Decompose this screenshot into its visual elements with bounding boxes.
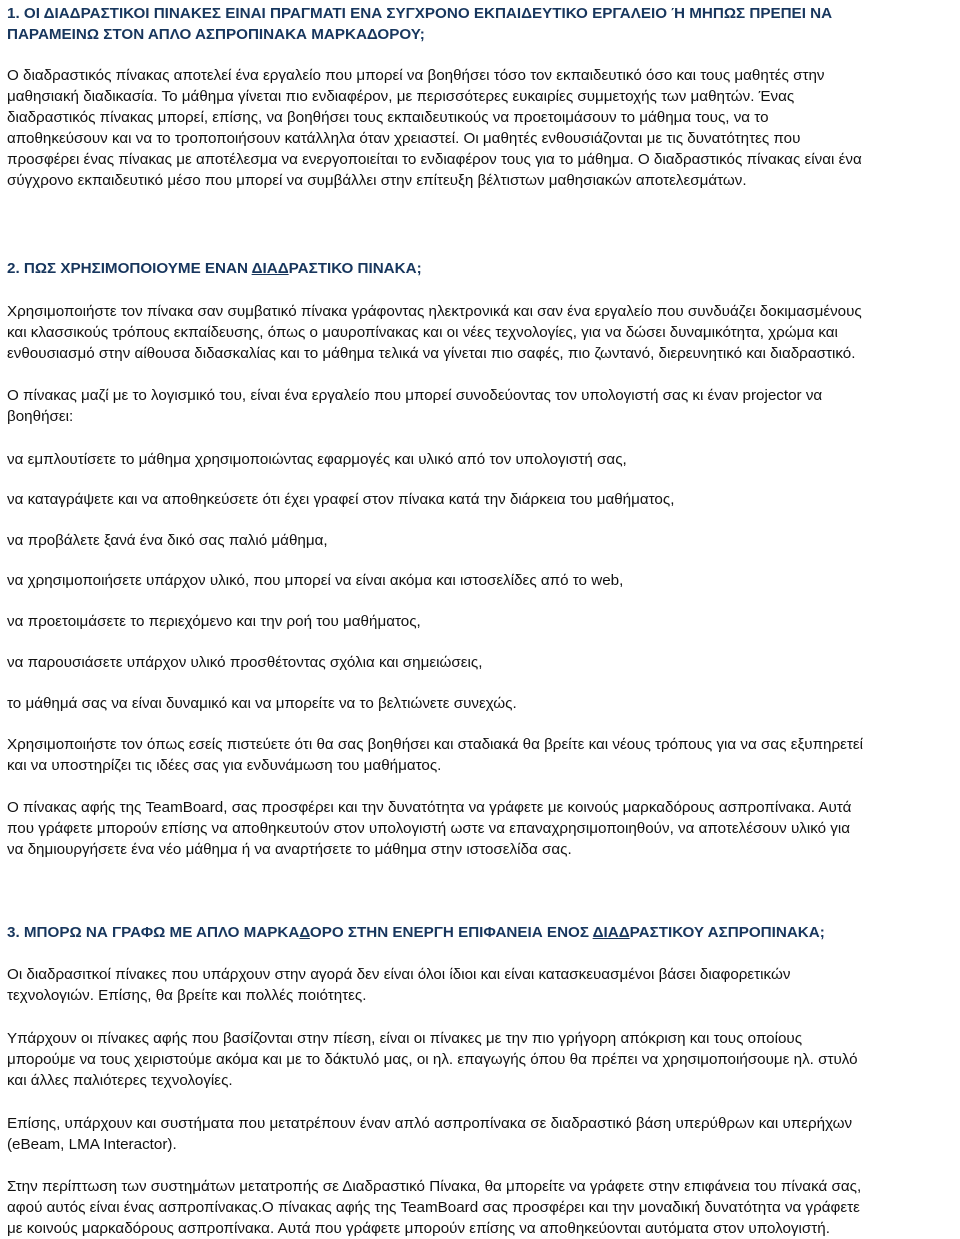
list-item	[7, 489, 953, 510]
section-2-heading	[7, 258, 953, 279]
text-line: βοηθήσει:	[7, 408, 74, 425]
heading-line	[7, 922, 953, 943]
list-item-text: να παρουσιάσετε υπάρχον υλικό προσθέτοντας σχόλια και σημειώσεις,	[7, 654, 483, 671]
list-item-text: να καταγράψετε και να αποθηκεύσετε ότι έχει γραφεί στον πίνακα κατά την διάρκεια του μαθήματος,	[7, 491, 675, 508]
heading-text: ΟΡΟ ΣΤΗΝ ΕΝΕΡΓΗ ΕΠΙΦΑΝΕΙΑ ΕΝΟΣ	[309, 924, 593, 941]
section-3-paragraph-4	[7, 1176, 953, 1239]
section-2-paragraph-4	[7, 797, 953, 860]
text-line: Ο διαδραστικός πίνακας αποτελεί ένα εργαλείο που μπορεί να βοηθήσει τόσο τον εκπαιδευτικό όσο και τους μαθητές στην	[7, 67, 825, 84]
text-line: και κλασσικούς τρόπους εκπαίδευσης, όπως ο μαυροπίνακας και οι νέες τεχνολογίες, για να δώσει δυναμικότητα, χρώμα και	[7, 324, 838, 341]
text-line: Χρησιμοποιήστε τον πίνακα σαν συμβατικό πίνακα γράφοντας ηλεκτρονικά και σαν ένα εργαλείο που συνδυάζει δοκιμασμένους	[7, 303, 862, 320]
section-3-heading	[7, 922, 953, 943]
heading-text: ΡΑΣΤΙΚΟ ΠΙΝΑΚΑ;	[288, 260, 422, 277]
text-line: Χρησιμοποιήστε τον όπως εσείς πιστεύετε ότι θα σας βοηθήσει και σταδιακά θα βρείτε και νέους τρόπους για να σας εξυπηρετεί	[7, 736, 864, 753]
text-line: μαθησιακή διαδικασία. Το μάθημα γίνεται πιο ενδιαφέρον, με περισσότερες ευκαιρίες συμμετοχής των μαθητών. Ένας	[7, 88, 795, 105]
list-item-text: να χρησιμοποιήσετε υπάρχον υλικό, που μπορεί να είναι ακόμα και ιστοσελίδες από το web,	[7, 572, 624, 589]
text-line: και άλλες παλιότερες τεχνολογίες.	[7, 1072, 233, 1089]
section-3-paragraph-2	[7, 1028, 953, 1091]
text-line: Οι διαδρασιτκοί πίνακες που υπάρχουν στην αγορά δεν είναι όλοι ίδιοι και είναι κατασκευασμένοι βάσει διαφορετικών	[7, 966, 791, 983]
list-item	[7, 611, 953, 632]
text-line: προσφέρει ένας πίνακας με αποτέλεσμα να ενεργοποιείται το ενδιαφέρον τους για το μάθημα. Ο διαδραστικός πίνακας είναι ένα	[7, 151, 862, 168]
heading-underlined-text: Δ	[299, 924, 310, 941]
list-item-text: να προετοιμάσετε το περιεχόμενο και την ροή του μαθήματος,	[7, 613, 421, 630]
list-item	[7, 652, 953, 673]
text-line: αφού αυτός είναι ένας ασπροπίνακας.Ο πίνακας αφής της TeamBoard σας προσφέρει και την μοναδική δυνατότητα να γράφετε	[7, 1199, 860, 1216]
text-line: διαδραστικός πίνακας μπορεί, επίσης, να βοηθήσει τους εκπαιδευτικούς να προετοιμάσουν το μάθημα τους, να το	[7, 109, 769, 126]
section-3-paragraph-1	[7, 964, 953, 1006]
heading-text: ΜΠΟΡΩ ΝΑ ΓΡΑΦΩ ΜΕ ΑΠΛΟ ΜΑΡΚΑ	[19, 924, 300, 941]
heading-line	[7, 258, 953, 279]
text-line: (eBeam, LMA Interactor).	[7, 1136, 177, 1153]
section-1-heading	[7, 3, 953, 45]
list-item-text: να προβάλετε ξανά ένα δικό σας παλιό μάθημα,	[7, 532, 328, 549]
list-item	[7, 693, 953, 714]
text-line: αποθηκεύσουν και να το τροποποιήσουν κατάλληλα όταν χρειαστεί. Οι μαθητές ενθουσιάζονται με τις δυνατότητες που	[7, 130, 801, 147]
text-line: και να υποστηρίζει τις ιδέες σας για ενδυνάμωση του μαθήματος.	[7, 757, 442, 774]
text-line: τεχνολογιών. Επίσης, θα βρείτε και πολλές ποιότητες.	[7, 987, 367, 1004]
section-2-paragraph-1	[7, 301, 953, 364]
list-item	[7, 570, 953, 591]
text-line: Επίσης, υπάρχουν και συστήματα που μετατρέπουν έναν απλό ασπροπίνακα σε διαδραστικό βάση υπερύθρων και υπερήχων	[7, 1115, 853, 1132]
text-line: Υπάρχουν οι πίνακες αφής που βασίζονται στην πίεση, είναι οι πίνακες με την πιο γρήγορη απόκριση και τους οποίους	[7, 1030, 803, 1047]
heading-underlined-text: ΔΙΑΔ	[251, 260, 289, 277]
list-item	[7, 449, 953, 470]
text-line: Ο πίνακας αφής της TeamBoard, σας προσφέρει και την δυνατότητα να γράφετε με κοινούς μαρκαδόρους ασπροπίνακα. Αυτά	[7, 799, 852, 816]
heading-line: 1. ΟΙ ΔΙΑΔΡΑΣΤΙΚΟΙ ΠΙΝΑΚΕΣ ΕΙΝΑΙ ΠΡΑΓΜΑΤΙ ΕΝΑ ΣΥΓΧΡΟΝΟ ΕΚΠΑΙΔΕΥΤΙΚΟ ΕΡΓΑΛΕΙΟ Ή ΜΗΠΩΣ ΠΡΕΠΕΙ ΝΑ	[7, 5, 833, 22]
heading-text: ΠΩΣ ΧΡΗΣΙΜΟΠΟΙΟΥΜΕ ΕΝΑΝ	[19, 260, 252, 277]
text-line: σύγχρονο εκπαιδευτικό μέσο που μπορεί να συμβάλλει στην επίτευξη βέλτιστων μαθησιακών αποτελεσμάτων.	[7, 172, 747, 189]
list-item-text: να εμπλουτίσετε το μάθημα χρησιμοποιώντας εφαρμογές και υλικό από τον υπολογιστή σας,	[7, 451, 627, 468]
text-line: με κοινούς μαρκαδόρους ασπροπίνακα. Αυτά που γράφετε μπορούν επίσης να αποθηκεύονται αυτόματα στον υπολογιστή.	[7, 1220, 830, 1237]
list-item-text: το μάθημά σας να είναι δυναμικό και να μπορείτε να το βελτιώνετε συνεχώς.	[7, 695, 517, 712]
section-3-paragraph-3	[7, 1113, 953, 1155]
section-2-paragraph-3	[7, 734, 953, 776]
text-line: Στην περίπτωση των συστημάτων μετατροπής σε Διαδραστικό Πίνακα, θα μπορείτε να γράφετε στην επιφάνεια του πίνακά σας,	[7, 1178, 862, 1195]
list-item	[7, 530, 953, 551]
section-2-paragraph-2	[7, 385, 953, 427]
heading-number: 3.	[7, 924, 20, 941]
heading-text: ΡΑΣΤΙΚΟΥ ΑΣΠΡΟΠΙΝΑΚΑ;	[629, 924, 825, 941]
text-line: που γράφετε μπορούν επίσης να αποθηκευτούν στον υπολογιστή ωστε να επαναχρησιμοποιηθούν, να αποτελέσουν υλικό για	[7, 820, 851, 837]
text-line: ενθουσιασμό στην αίθουσα διδασκαλίας και το μάθημα τελικά να γίνεται πιο σαφές, πιο ζωντανό, διερευνητικό και διαδραστικό.	[7, 345, 856, 362]
heading-line: ΠΑΡΑΜΕΙΝΩ ΣΤΟΝ ΑΠΛΟ ΑΣΠΡΟΠΙΝΑΚΑ ΜΑΡΚΑΔΟΡΟΥ;	[7, 26, 425, 43]
heading-number: 2.	[7, 260, 20, 277]
section-1-paragraph	[7, 65, 953, 191]
text-line: Ο πίνακας μαζί με το λογισμικό του, είναι ένα εργαλείο που μπορεί συνοδεύοντας τον υπολογιστή σας κι έναν projector να	[7, 387, 823, 404]
heading-underlined-text: ΔΙΑΔ	[592, 924, 630, 941]
text-line: μπορούμε να τους χειριστούμε ακόμα και με το δάκτυλό μας, οι ηλ. επαγωγής όπου θα πρέπει να χρησιμοποιήσουμε ηλ. στυλό	[7, 1051, 858, 1068]
text-line: να δημιουργήσετε ένα νέο μάθημα ή να αναρτήσετε το μάθημα στην ιστοσελίδα σας.	[7, 841, 572, 858]
